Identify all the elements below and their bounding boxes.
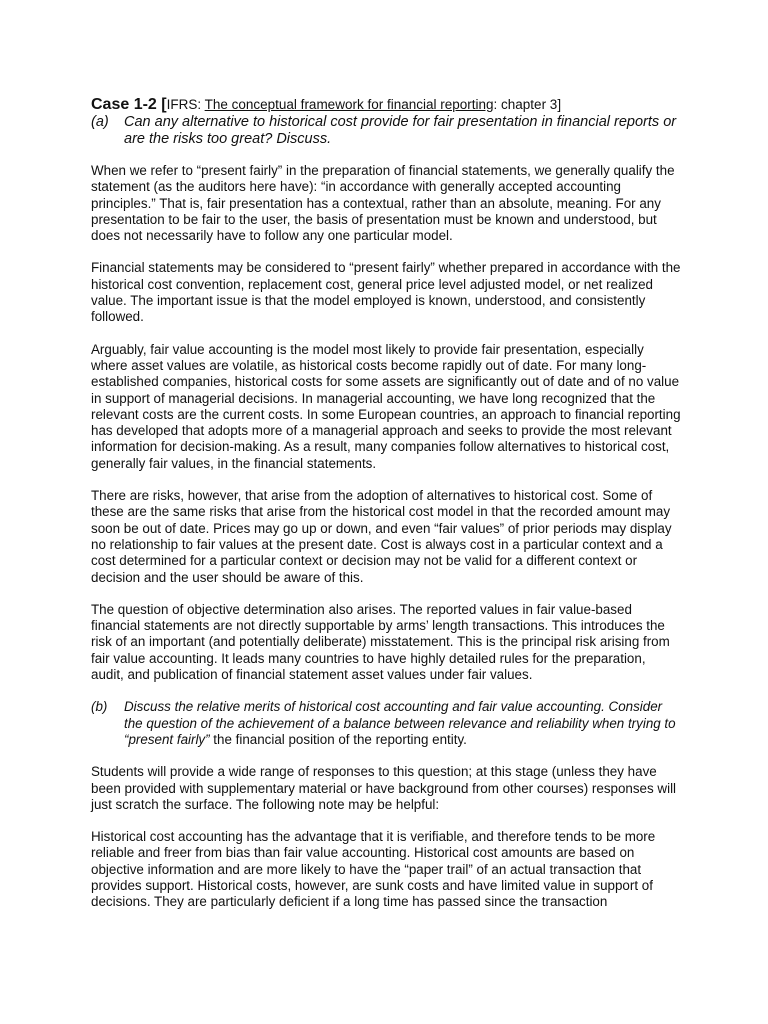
question-b-plain-text: the financial position of the reporting entity. [209, 731, 467, 747]
document-content [91, 96, 681, 927]
case-heading [91, 96, 681, 114]
paragraph: Financial statements may be considered to “present fairly” whether prepared in accordance with the historical cost convention, replacement cost, general price level adjusted model, or net realized value. The important issue is that the model employed is known, understood, and consistently followed. [91, 260, 681, 325]
paragraph: Historical cost accounting has the advantage that it is verifiable, and therefore tends to be more reliable and freer from bias than fair value accounting. Historical cost amounts are based on objective information and are more likely to have the “paper trail” of an actual transaction that provides support. Historical costs, however, are sunk costs and have limited value in support of decisions. They are particularly deficient if a long time has passed since the transaction [91, 829, 656, 910]
paragraph: The question of objective determination also arises. The reported values in fair value-based financial statements are not directly supportable by arms’ length transactions. This introduces the risk of an important (and potentially deliberate) misstatement. This is the principal risk arising from fair value accounting. It leads many countries to have highly detailed rules for the preparation, audit, and publication of financial statement asset values under fair values. [91, 601, 670, 683]
ifrs-label: IFRS: [166, 97, 205, 112]
question-a [91, 114, 681, 148]
paragraph: Arguably, fair value accounting is the model most likely to provide fair presentation, especially where asset values are volatile, as historical costs become rapidly out of date. For many long-established companies, historical costs for some assets are significantly out of date and of no value in support of managerial decisions. In managerial accounting, we have long recognized that the relevant costs are the current costs. In some European countries, an approach to financial reporting has developed that adopts more of a managerial approach and seeks to provide the most relevant information for decision-making. As a result, many companies follow alternatives to historical cost, generally fair values, in the financial statements. [91, 341, 681, 471]
bracket-open: [ [156, 96, 167, 113]
paragraph: Students will provide a wide range of responses to this question; at this stage (unless they have been provided with supplementary material or have background from other courses) responses will just scratch the surface. The following note may be helpful: [91, 764, 677, 812]
question-b [91, 699, 681, 748]
case-number: Case 1-2 [91, 96, 157, 113]
question-b-label: (b) [91, 699, 108, 715]
question-b-italic-text: Discuss the relative merits of historical cost accounting and fair value accounting. Consider the question of the achievement of a balance between relevance and reliability when trying to “present fairly” [124, 699, 676, 747]
question-a-text: Can any alternative to historical cost provide for fair presentation in financial reports or are the risks too great? Discuss. [124, 114, 677, 147]
paragraph: When we refer to “present fairly” in the preparation of financial statements, we generally qualify the statement (as the auditors here have): “in accordance with generally accepted accounting principles.” That is, fair presentation has a contextual, rather than an absolute, meaning. For any presentation to be fair to the user, the basis of presentation must be known and understood, but does not necessarily have to follow any one particular model. [91, 163, 675, 244]
question-a-label: (a) [91, 114, 109, 130]
framework-reference: The conceptual framework for financial reporting [204, 97, 494, 112]
paragraph: There are risks, however, that arise from the adoption of alternatives to historical cost. Some of these are the same risks that arise from the historical cost model in that the recorded amount may soon be out of date. Prices may go up or down, and even “fair values” of prior periods may display no relationship to fair values at the present date. Cost is always cost in a particular context and a cost determined for a particular context or decision may not be valid for a different context or decision and the user should be aware of this. [91, 488, 672, 585]
question-b-body [124, 699, 681, 748]
chapter-reference: : chapter 3] [493, 97, 562, 112]
